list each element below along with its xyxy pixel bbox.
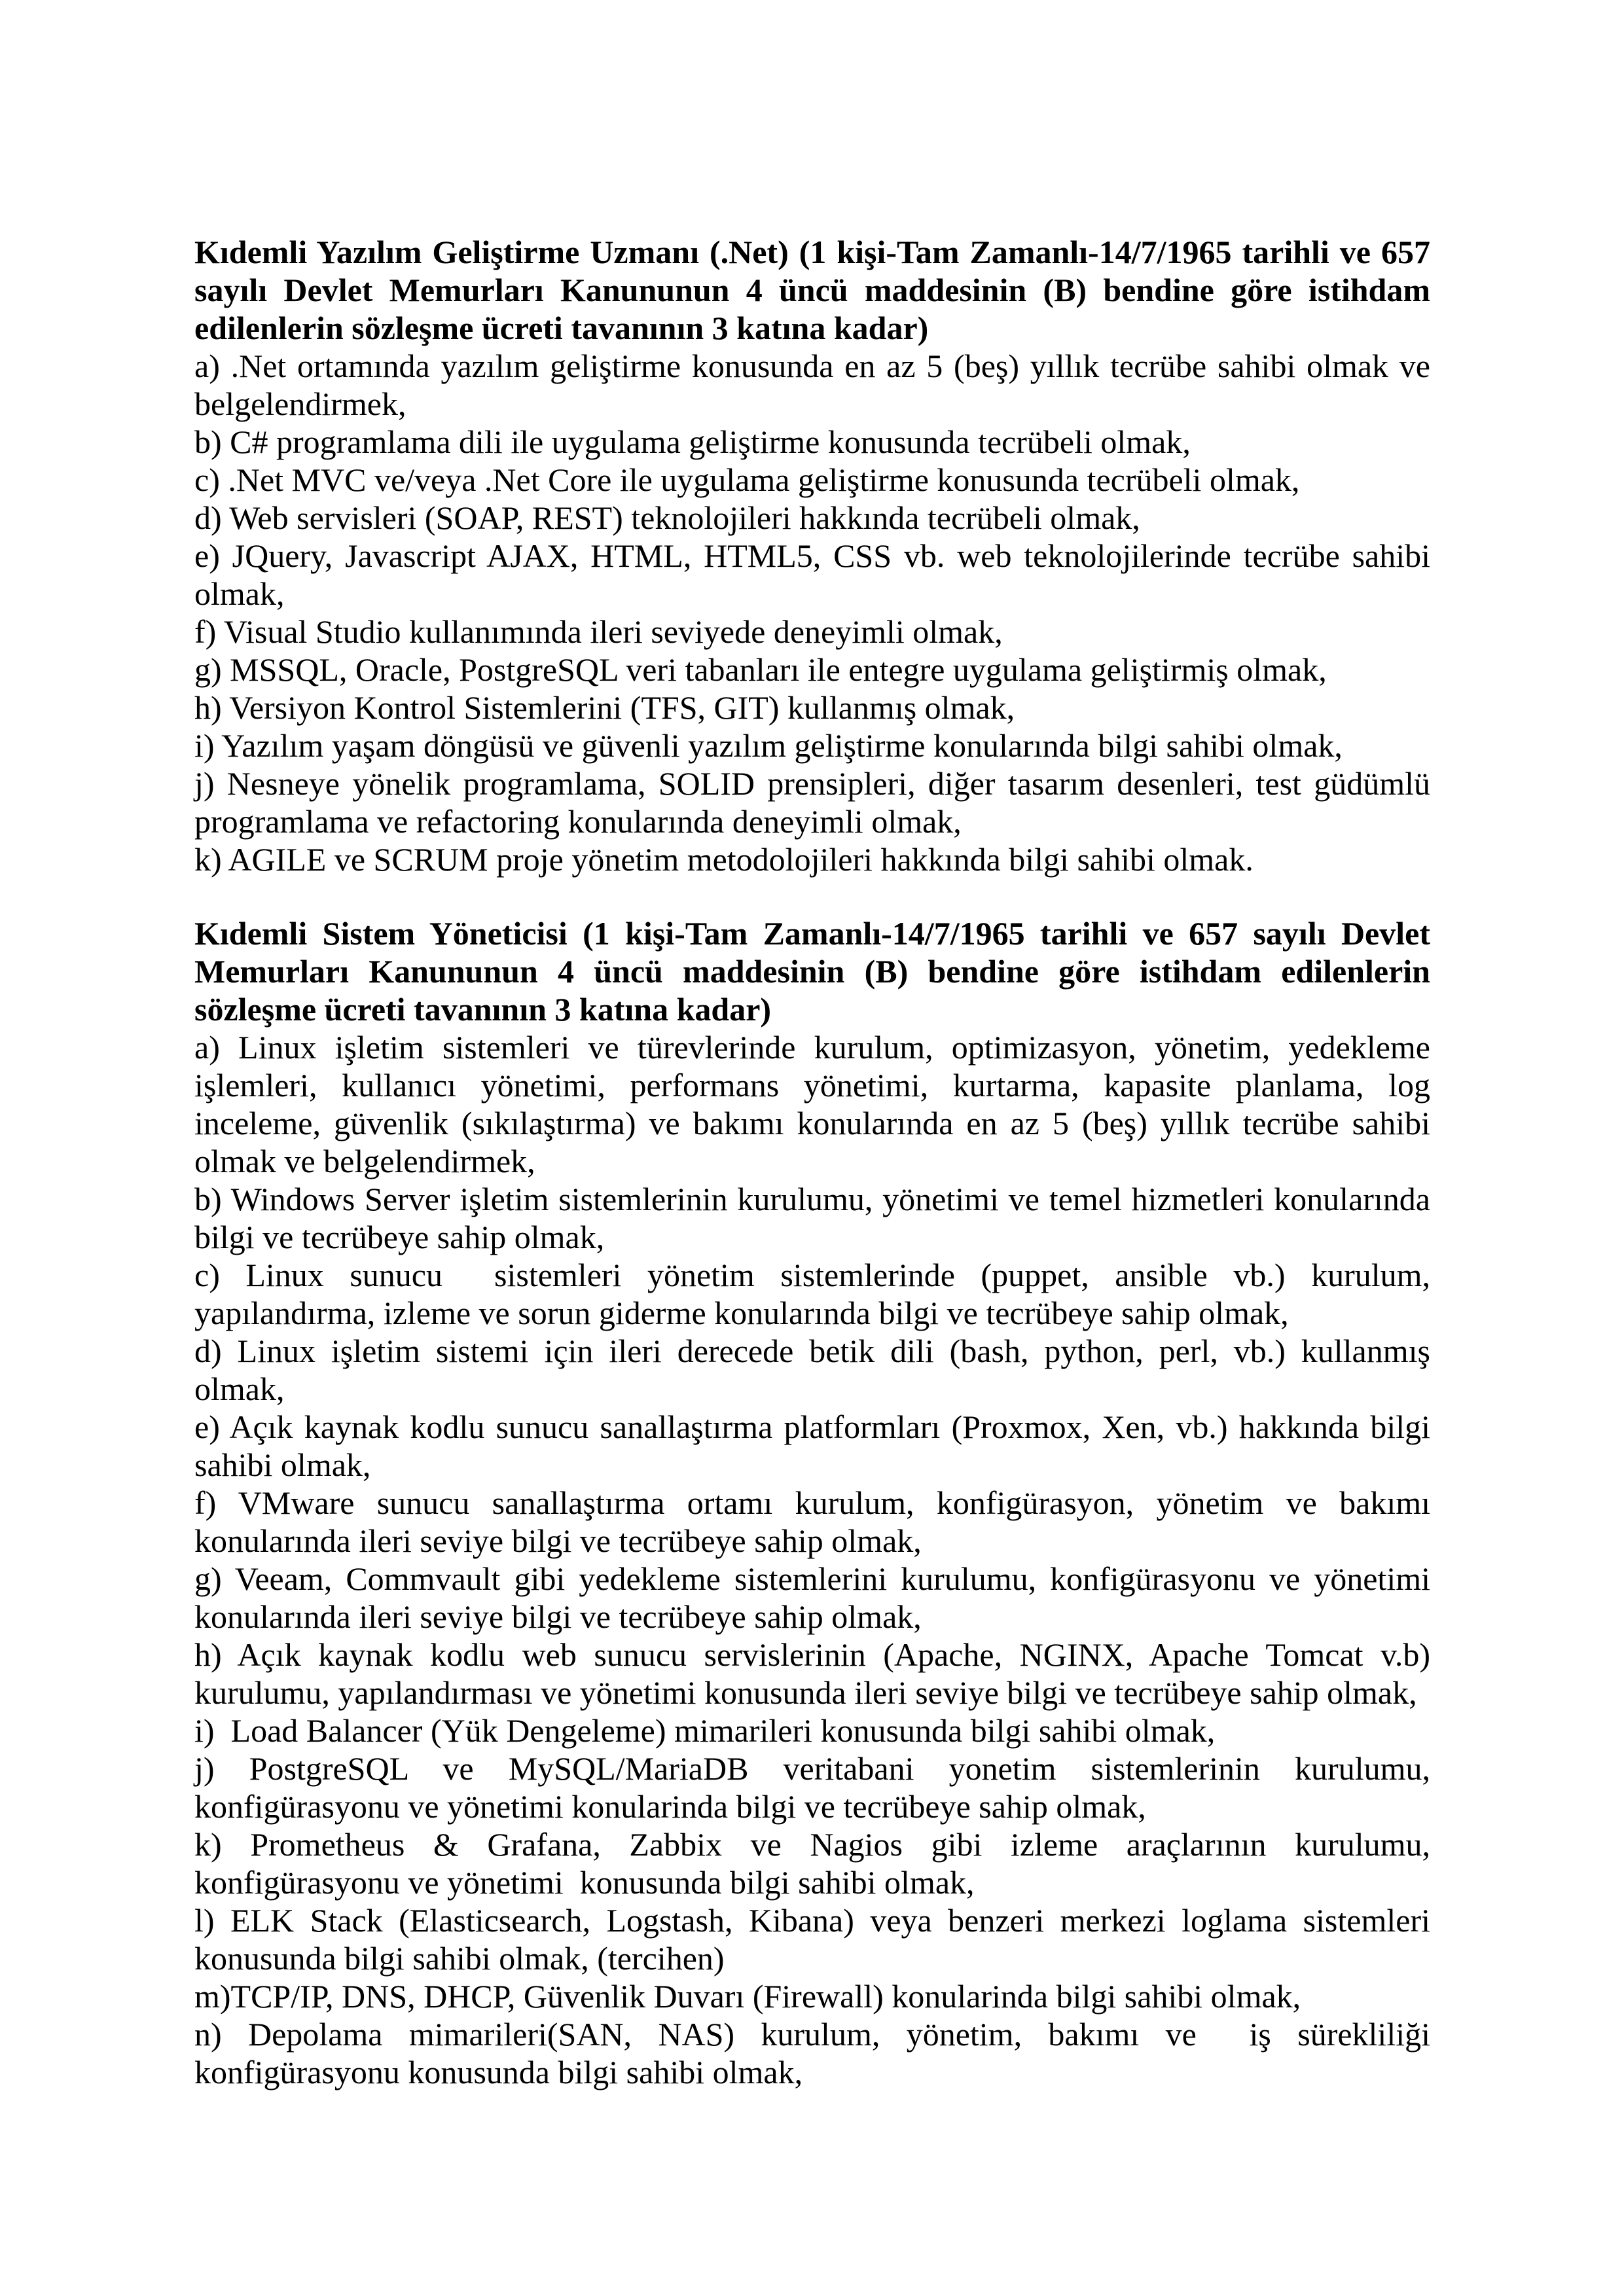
requirement-item-j: j) PostgreSQL ve MySQL/MariaDB veritabani yonetim sistemlerinin kurulumu, konfigürasyonu ve yönetimi konularinda bilgi ve tecrübeye sahip olmak, (194, 1750, 1439, 1825)
requirement-item-d: d) Web servisleri (SOAP, REST) teknolojileri hakkında tecrübeli olmak, (194, 499, 1140, 536)
requirement-item-n: n) Depolama mimarileri(SAN, NAS) kurulum, yönetim, bakımı ve iş sürekliliği konfigürasyonu konusunda bilgi sahibi olmak, (194, 2016, 1439, 2090)
section-heading: Kıdemli Sistem Yöneticisi (1 kişi-Tam Zamanlı-14/7/1965 tarihli ve 657 sayılı Devlet Memurları Kanununun 4 üncü maddesinin (B) bendine göre istihdam edilenlerin sözleşme ücreti tavanının 3 katına kadar) (194, 915, 1439, 1028)
requirement-item-k: k) AGILE ve SCRUM proje yönetim metodolojileri hakkında bilgi sahibi olmak. (194, 841, 1254, 878)
requirement-item-e: e) Açık kaynak kodlu sunucu sanallaştırma platformları (Proxmox, Xen, vb.) hakkında bilgi sahibi olmak, (194, 1408, 1439, 1483)
requirement-item-i: i) Yazılım yaşam döngüsü ve güvenli yazılım geliştirme konularında bilgi sahibi olmak, (194, 727, 1343, 764)
requirement-item-c: c) Linux sunucu sistemleri yönetim sistemlerinde (puppet, ansible vb.) kurulum, yapılandırma, izleme ve sorun giderme konularında bilgi ve tecrübeye sahip olmak, (194, 1257, 1439, 1331)
requirement-item-b: b) Windows Server işletim sistemlerinin kurulumu, yönetimi ve temel hizmetleri konularında bilgi ve tecrübeye sahip olmak, (194, 1181, 1439, 1255)
section-senior-system-administrator (194, 914, 1439, 2091)
requirement-item-a: a) Linux işletim sistemleri ve türevlerinde kurulum, optimizasyon, yönetim, yedekleme işlemleri, kullanıcı yönetimi, performans yönetimi, kurtarma, kapasite planlama, log inceleme, güvenlik (sıkılaştırma) ve bakımı konularında en az 5 (beş) yıllık tecrübe sahibi olmak ve belgelendirmek, (194, 1029, 1439, 1179)
section-senior-software-developer (194, 233, 1439, 878)
requirement-item-f: f) Visual Studio kullanımında ileri seviyede deneyimli olmak, (194, 613, 1003, 650)
requirement-item-a: a) .Net ortamında yazılım geliştirme konusunda en az 5 (beş) yıllık tecrübe sahibi olmak ve belgelendirmek, (194, 348, 1439, 422)
requirement-item-f: f) VMware sunucu sanallaştırma ortamı kurulum, konfigürasyon, yönetim ve bakımı konularında ileri seviye bilgi ve tecrübeye sahip olmak, (194, 1484, 1439, 1559)
requirement-item-l: l) ELK Stack (Elasticsearch, Logstash, Kibana) veya benzeri merkezi loglama sistemleri konusunda bilgi sahibi olmak, (tercihen) (194, 1902, 1439, 1977)
requirement-item-b: b) C# programlama dili ile uygulama geliştirme konusunda tecrübeli olmak, (194, 423, 1191, 460)
requirement-item-h: h) Versiyon Kontrol Sistemlerini (TFS, GIT) kullanmış olmak, (194, 689, 1015, 726)
requirement-item-i: i) Load Balancer (Yük Dengeleme) mimarileri konusunda bilgi sahibi olmak, (194, 1712, 1216, 1749)
requirement-item-h: h) Açık kaynak kodlu web sunucu servislerinin (Apache, NGINX, Apache Tomcat v.b) kurulumu, yapılandırması ve yönetimi konusunda ileri seviye bilgi ve tecrübeye sahip olmak, (194, 1636, 1439, 1711)
requirement-item-k: k) Prometheus & Grafana, Zabbix ve Nagios gibi izleme araçlarının kurulumu, konfigürasyonu ve yönetimi konusunda bilgi sahibi olmak, (194, 1826, 1439, 1901)
requirement-item-g: g) Veeam, Commvault gibi yedekleme sistemlerini kurulumu, konfigürasyonu ve yönetimi konularında ileri seviye bilgi ve tecrübeye sahip olmak, (194, 1560, 1439, 1635)
requirement-item-j: j) Nesneye yönelik programlama, SOLID prensipleri, diğer tasarım desenleri, test güdümlü programlama ve refactoring konularında deneyimli olmak, (194, 765, 1439, 840)
requirement-item-c: c) .Net MVC ve/veya .Net Core ile uygulama geliştirme konusunda tecrübeli olmak, (194, 461, 1300, 498)
requirement-item-d: d) Linux işletim sistemi için ileri derecede betik dili (bash, python, perl, vb.) kullanmış olmak, (194, 1333, 1439, 1407)
requirement-item-g: g) MSSQL, Oracle, PostgreSQL veri tabanları ile entegre uygulama geliştirmiş olmak, (194, 651, 1327, 688)
requirement-item-m: m)TCP/IP, DNS, DHCP, Güvenlik Duvarı (Firewall) konularinda bilgi sahibi olmak, (194, 1978, 1301, 2015)
section-heading: Kıdemli Yazılım Geliştirme Uzmanı (.Net) (1 kişi-Tam Zamanlı-14/7/1965 tarihli ve 657 sayılı Devlet Memurları Kanununun 4 üncü maddesinin (B) bendine göre istihdam edilenlerin sözleşme ücreti tavanının 3 katına kadar) (194, 234, 1439, 346)
requirement-item-e: e) JQuery, Javascript AJAX, HTML, HTML5, CSS vb. web teknolojilerinde tecrübe sahibi olmak, (194, 537, 1439, 612)
